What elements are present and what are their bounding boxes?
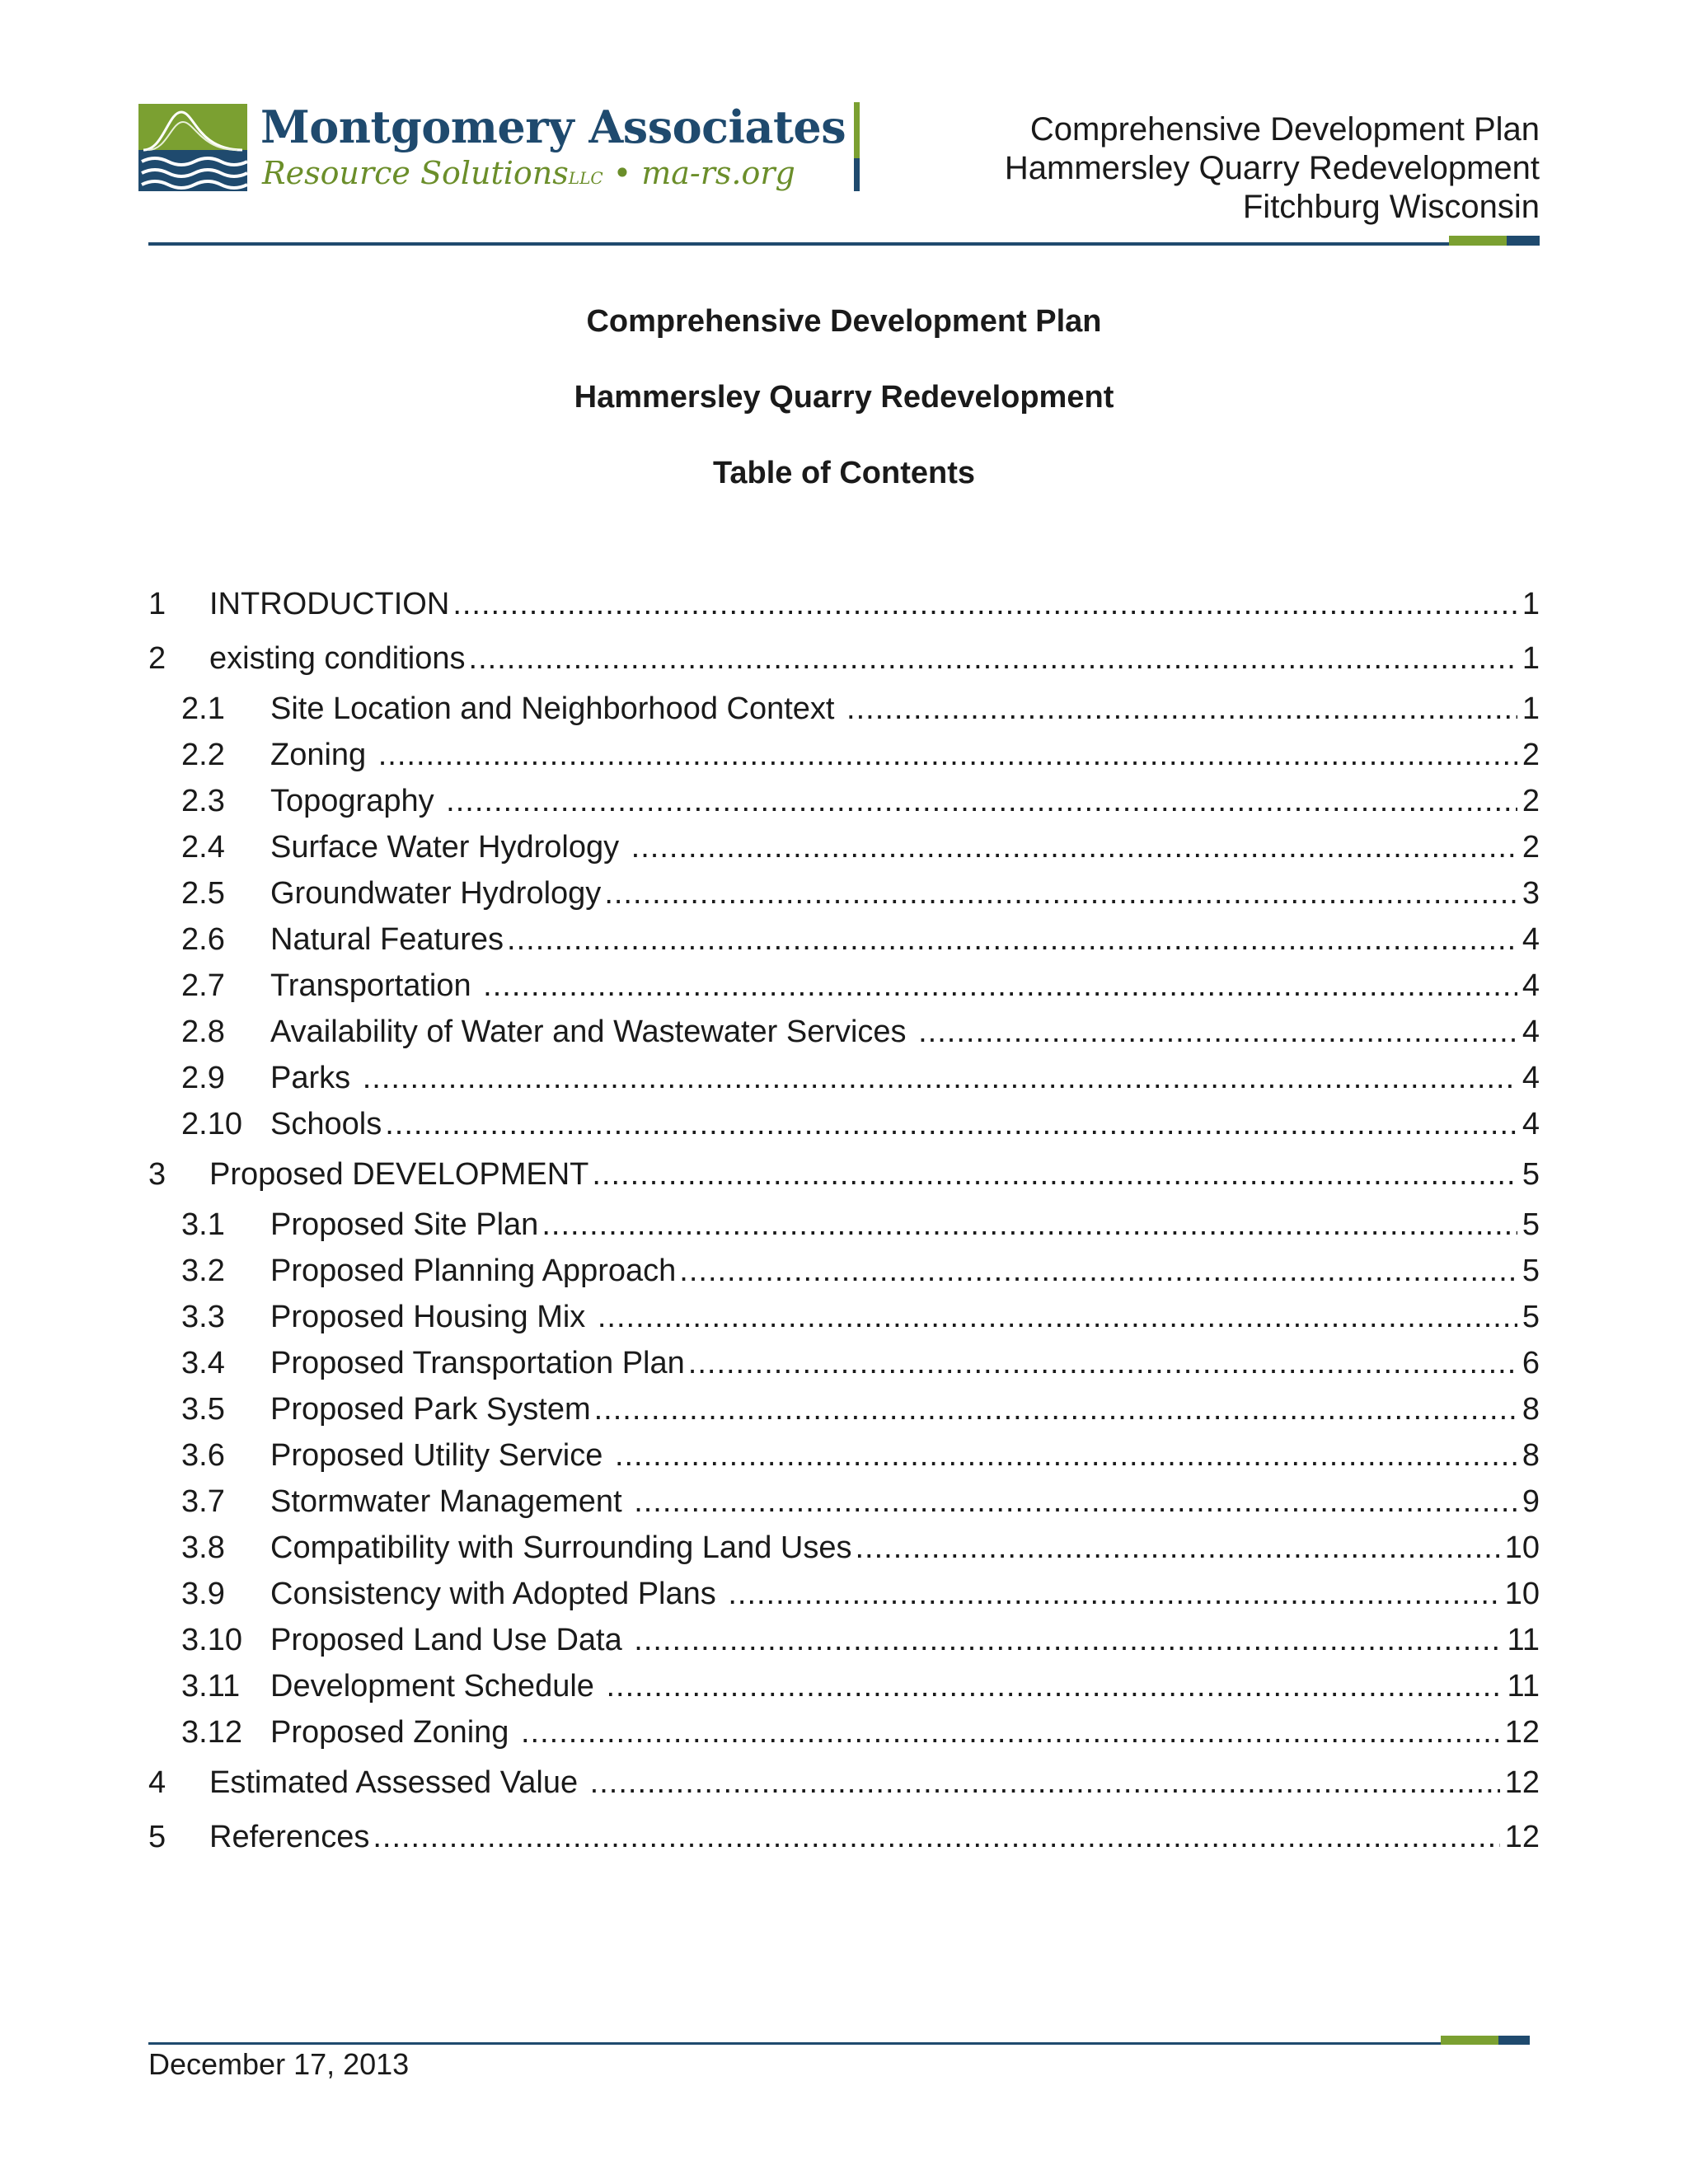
toc-entry-page: 11 bbox=[1507, 1669, 1540, 1704]
header-line-2: Hammersley Quarry Redevelopment bbox=[1004, 150, 1540, 186]
footer-rule bbox=[148, 2042, 1530, 2045]
toc-entry[interactable] bbox=[148, 1147, 1540, 1202]
toc-entry-number: 3.8 bbox=[181, 1530, 225, 1565]
toc-entry-number: 3.9 bbox=[181, 1577, 225, 1611]
toc-entry-title: Natural Features bbox=[270, 922, 504, 957]
toc-entry-page: 1 bbox=[1522, 587, 1540, 621]
toc-entry-title: existing conditions bbox=[209, 641, 466, 676]
toc-entry-title: Proposed DEVELOPMENT bbox=[209, 1157, 589, 1192]
toc-entry-leader bbox=[594, 1386, 1517, 1432]
toc-entry-title: Groundwater Hydrology bbox=[270, 876, 602, 911]
logo-tagline-text: Resource Solutions bbox=[262, 155, 569, 191]
toc-entry[interactable] bbox=[148, 916, 1540, 963]
toc-entry-leader bbox=[679, 1248, 1517, 1294]
toc-entry[interactable] bbox=[148, 1055, 1540, 1101]
toc-entry-title: Proposed Land Use Data bbox=[270, 1623, 631, 1657]
toc-entry[interactable] bbox=[148, 1340, 1540, 1386]
toc-entry-leader bbox=[469, 631, 1517, 686]
toc-entry[interactable] bbox=[148, 1709, 1540, 1755]
toc-entry-page: 12 bbox=[1504, 1820, 1540, 1854]
document-title: Comprehensive Development Plan bbox=[586, 304, 1102, 339]
toc-entry-title: Consistency with Adopted Plans bbox=[270, 1577, 725, 1611]
toc-entry-leader bbox=[373, 1810, 1499, 1864]
toc-entry[interactable] bbox=[148, 1525, 1540, 1571]
toc-entry-number: 3.5 bbox=[181, 1392, 225, 1427]
toc-entry[interactable] bbox=[148, 1009, 1540, 1055]
toc-entry-title: Topography bbox=[270, 784, 443, 818]
toc-entry[interactable] bbox=[148, 577, 1540, 631]
toc-entry-number: 4 bbox=[148, 1765, 166, 1800]
toc-entry-page: 4 bbox=[1522, 1061, 1540, 1095]
toc-entry-number: 3.3 bbox=[181, 1300, 225, 1334]
toc-entry-title: Proposed Housing Mix bbox=[270, 1300, 594, 1334]
toc-entry[interactable] bbox=[148, 1755, 1540, 1810]
toc-entry-leader bbox=[378, 732, 1517, 778]
toc-entry-page: 9 bbox=[1522, 1484, 1540, 1519]
toc-entry[interactable] bbox=[148, 1101, 1540, 1147]
toc-entry-leader bbox=[542, 1202, 1517, 1248]
toc-entry-number: 2.1 bbox=[181, 691, 225, 726]
toc-entry-page: 2 bbox=[1522, 784, 1540, 818]
toc-entry-title: Site Location and Neighborhood Context bbox=[270, 691, 844, 726]
toc-entry-leader bbox=[446, 778, 1517, 824]
toc-entry-page: 2 bbox=[1522, 738, 1540, 772]
document-titles bbox=[148, 297, 1540, 524]
header-line-3: Fitchburg Wisconsin bbox=[1242, 189, 1540, 225]
toc-entry-number: 2.2 bbox=[181, 738, 225, 772]
toc-entry-number: 3.10 bbox=[181, 1623, 242, 1657]
footer-rule-accent-green bbox=[1441, 2036, 1498, 2045]
toc-entry-page: 12 bbox=[1504, 1715, 1540, 1750]
toc-entry[interactable] bbox=[148, 686, 1540, 732]
toc-entry-leader bbox=[483, 963, 1517, 1009]
toc-entry[interactable] bbox=[148, 1386, 1540, 1432]
toc-entry[interactable] bbox=[148, 824, 1540, 870]
toc-entry-number: 2.10 bbox=[181, 1107, 242, 1141]
toc-entry-leader bbox=[507, 916, 1517, 963]
toc-entry-leader bbox=[855, 1525, 1499, 1571]
toc-entry-leader bbox=[590, 1755, 1500, 1810]
toc-entry-number: 1 bbox=[148, 587, 166, 621]
toc-entry-leader bbox=[728, 1571, 1499, 1617]
toc-entry[interactable] bbox=[148, 963, 1540, 1009]
toc-entry-leader bbox=[363, 1055, 1517, 1101]
toc-entry-title: Proposed Park System bbox=[270, 1392, 591, 1427]
toc-entry-title: Estimated Assessed Value bbox=[209, 1765, 587, 1800]
toc-entry-number: 3 bbox=[148, 1157, 166, 1192]
toc-entry-title: Parks bbox=[270, 1061, 359, 1095]
toc-entry[interactable] bbox=[148, 631, 1540, 686]
toc-entry-number: 2.8 bbox=[181, 1015, 225, 1049]
toc-entry[interactable] bbox=[148, 1294, 1540, 1340]
toc-entry-leader bbox=[688, 1340, 1517, 1386]
toc-entry-number: 2 bbox=[148, 641, 166, 676]
toc-entry[interactable] bbox=[148, 732, 1540, 778]
toc-entry[interactable] bbox=[148, 870, 1540, 916]
toc-entry-number: 2.7 bbox=[181, 968, 225, 1003]
toc-entry-title: Compatibility with Surrounding Land Uses bbox=[270, 1530, 852, 1565]
toc-entry-number: 2.9 bbox=[181, 1061, 225, 1095]
toc-entry-page: 3 bbox=[1522, 876, 1540, 911]
header-document-info bbox=[1005, 110, 1540, 227]
toc-entry[interactable] bbox=[148, 1202, 1540, 1248]
toc-entry[interactable] bbox=[148, 1663, 1540, 1709]
toc-entry-page: 5 bbox=[1522, 1254, 1540, 1288]
toc-entry-title: Proposed Utility Service bbox=[270, 1438, 612, 1473]
toc-entry-page: 4 bbox=[1522, 1015, 1540, 1049]
toc-entry-page: 1 bbox=[1522, 641, 1540, 676]
toc-entry-leader bbox=[598, 1294, 1517, 1340]
toc-entry-leader bbox=[385, 1101, 1517, 1147]
toc-entry-title: Proposed Zoning bbox=[270, 1715, 518, 1750]
toc-entry-title: Proposed Site Plan bbox=[270, 1207, 539, 1242]
toc-entry-number: 3.6 bbox=[181, 1438, 225, 1473]
toc-entry-title: INTRODUCTION bbox=[209, 587, 450, 621]
toc-entry-page: 5 bbox=[1522, 1157, 1540, 1192]
logo-llc: LLC bbox=[568, 168, 603, 188]
toc-entry[interactable] bbox=[148, 1248, 1540, 1294]
toc-entry-number: 3.2 bbox=[181, 1254, 225, 1288]
toc-entry-number: 2.5 bbox=[181, 876, 225, 911]
toc-entry-number: 2.6 bbox=[181, 922, 225, 957]
toc-entry-page: 11 bbox=[1507, 1623, 1540, 1657]
toc-entry-leader bbox=[452, 577, 1517, 631]
logo-mark-icon bbox=[138, 104, 247, 191]
toc-entry-number: 5 bbox=[148, 1820, 166, 1854]
toc-entry[interactable] bbox=[148, 778, 1540, 824]
toc-entry-page: 8 bbox=[1522, 1438, 1540, 1473]
logo-company-name: Montgomery Associates bbox=[260, 101, 846, 153]
toc-entry-number: 3.7 bbox=[181, 1484, 225, 1519]
toc-entry-number: 2.3 bbox=[181, 784, 225, 818]
toc-entry-page: 2 bbox=[1522, 830, 1540, 865]
company-logo bbox=[138, 101, 846, 196]
toc-entry-title: Transportation bbox=[270, 968, 481, 1003]
header-rule-accent-blue bbox=[1507, 236, 1540, 246]
header-divider-green bbox=[854, 102, 860, 158]
toc-entry-leader bbox=[918, 1009, 1517, 1055]
table-of-contents bbox=[148, 577, 1540, 1864]
toc-entry-leader bbox=[592, 1147, 1517, 1202]
toc-entry-number: 3.11 bbox=[181, 1669, 241, 1704]
toc-entry-leader bbox=[606, 1663, 1502, 1709]
toc-entry[interactable] bbox=[148, 1617, 1540, 1663]
toc-entry-leader bbox=[634, 1617, 1502, 1663]
toc-entry-page: 5 bbox=[1522, 1207, 1540, 1242]
toc-entry-title: References bbox=[209, 1820, 370, 1854]
toc-entry-title: Surface Water Hydrology bbox=[270, 830, 628, 865]
toc-entry-leader bbox=[615, 1432, 1517, 1479]
footer-rule-accent-blue bbox=[1498, 2036, 1530, 2045]
toc-entry-number: 3.12 bbox=[181, 1715, 242, 1750]
toc-entry-title: Zoning bbox=[270, 738, 375, 772]
toc-entry-title: Proposed Planning Approach bbox=[270, 1254, 677, 1288]
toc-entry-title: Schools bbox=[270, 1107, 382, 1141]
toc-entry-leader bbox=[634, 1479, 1517, 1525]
toc-entry-title: Development Schedule bbox=[270, 1669, 603, 1704]
toc-entry-page: 5 bbox=[1522, 1300, 1540, 1334]
toc-entry-page: 12 bbox=[1504, 1765, 1540, 1800]
document-subtitle: Hammersley Quarry Redevelopment bbox=[574, 380, 1114, 415]
toc-entry-leader bbox=[521, 1709, 1500, 1755]
toc-entry-number: 3.1 bbox=[181, 1207, 225, 1242]
toc-entry-title: Proposed Transportation Plan bbox=[270, 1346, 685, 1380]
header-line-1: Comprehensive Development Plan bbox=[1029, 111, 1540, 148]
toc-entry-page: 10 bbox=[1504, 1530, 1540, 1565]
toc-heading: Table of Contents bbox=[712, 456, 976, 490]
logo-tagline bbox=[262, 155, 795, 191]
toc-entry[interactable] bbox=[148, 1571, 1540, 1617]
toc-entry[interactable] bbox=[148, 1432, 1540, 1479]
toc-entry-leader bbox=[846, 686, 1517, 732]
toc-entry-number: 3.4 bbox=[181, 1346, 225, 1380]
toc-entry-leader bbox=[604, 870, 1517, 916]
toc-entry-page: 4 bbox=[1522, 968, 1540, 1003]
toc-entry-page: 10 bbox=[1504, 1577, 1540, 1611]
header-rule bbox=[148, 242, 1540, 246]
toc-entry-leader bbox=[631, 824, 1517, 870]
toc-entry-page: 6 bbox=[1522, 1346, 1540, 1380]
toc-entry[interactable] bbox=[148, 1810, 1540, 1864]
toc-entry-page: 1 bbox=[1522, 691, 1540, 726]
toc-entry-title: Availability of Water and Wastewater Services bbox=[270, 1015, 916, 1049]
toc-entry-number: 2.4 bbox=[181, 830, 225, 865]
header-divider-blue bbox=[854, 158, 860, 191]
logo-website: • ma-rs.org bbox=[603, 155, 795, 191]
page-header bbox=[0, 0, 1688, 255]
header-rule-accent-green bbox=[1449, 236, 1507, 246]
toc-entry[interactable] bbox=[148, 1479, 1540, 1525]
toc-entry-page: 8 bbox=[1522, 1392, 1540, 1427]
toc-entry-title: Stormwater Management bbox=[270, 1484, 631, 1519]
toc-entry-page: 4 bbox=[1522, 1107, 1540, 1141]
toc-entry-page: 4 bbox=[1522, 922, 1540, 957]
footer-date: December 17, 2013 bbox=[148, 2047, 410, 2081]
